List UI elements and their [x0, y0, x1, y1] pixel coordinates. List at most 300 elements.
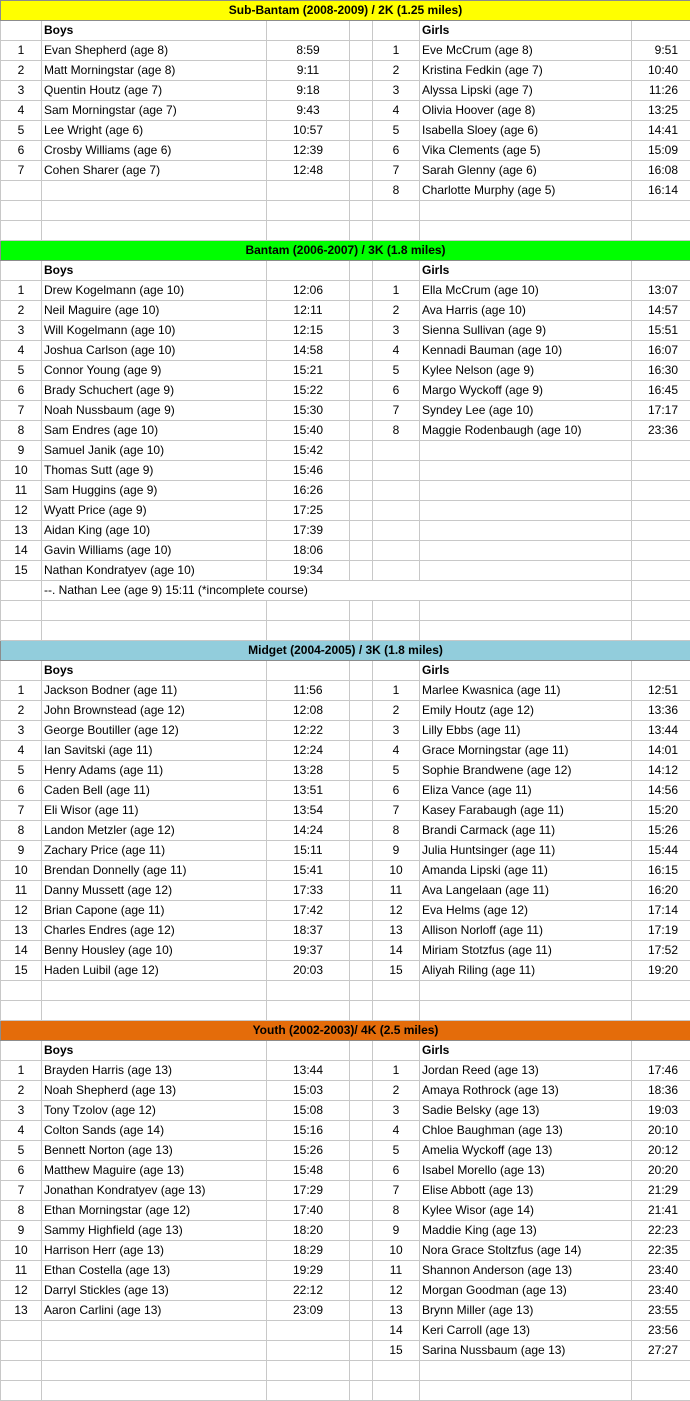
empty-cell [267, 1321, 350, 1341]
empty-cell [420, 981, 632, 1001]
boy-name: Drew Kogelmann (age 10) [42, 281, 267, 301]
boy-time: 15:08 [267, 1101, 350, 1121]
division-header-row [1, 1021, 690, 1041]
girl-place: 10 [373, 861, 420, 881]
empty-cell [1, 1001, 42, 1021]
table-row [1, 161, 690, 181]
boy-time: 9:18 [267, 81, 350, 101]
column-label-row [1, 21, 690, 41]
girl-time: 11:26 [632, 81, 690, 101]
table-row [1, 461, 690, 481]
spacer-cell [350, 101, 373, 121]
boy-place: 5 [1, 761, 42, 781]
table-row [1, 921, 690, 941]
boy-time: 15:21 [267, 361, 350, 381]
girl-name: Kristina Fedkin (age 7) [420, 61, 632, 81]
empty-cell [42, 981, 267, 1001]
boy-place: 10 [1, 861, 42, 881]
girl-name: Alyssa Lipski (age 7) [420, 81, 632, 101]
girl-time: 17:19 [632, 921, 690, 941]
boy-name: Quentin Houtz (age 7) [42, 81, 267, 101]
boy-place: 13 [1, 1301, 42, 1321]
boy-time: 15:30 [267, 401, 350, 421]
boy-time: 12:48 [267, 161, 350, 181]
spacer-cell [350, 321, 373, 341]
girl-place: 3 [373, 321, 420, 341]
spacer-cell [350, 1081, 373, 1101]
girl-place: 8 [373, 821, 420, 841]
empty-cell [1, 1381, 42, 1401]
empty-cell [350, 221, 373, 241]
blank-row [1, 981, 690, 1001]
empty-cell [42, 1361, 267, 1381]
spacer-cell [350, 1261, 373, 1281]
empty-cell [1, 201, 42, 221]
boy-time: 18:37 [267, 921, 350, 941]
girl-name: Keri Carroll (age 13) [420, 1321, 632, 1341]
boy-time: 17:33 [267, 881, 350, 901]
table-row [1, 1061, 690, 1081]
spacer-cell [350, 501, 373, 521]
girl-time: 17:17 [632, 401, 690, 421]
empty-cell [420, 461, 632, 481]
girl-place: 12 [373, 1281, 420, 1301]
boy-place: 4 [1, 101, 42, 121]
table-row [1, 1221, 690, 1241]
table-row [1, 901, 690, 921]
boy-place: 2 [1, 301, 42, 321]
empty-cell [267, 21, 350, 41]
girl-place: 8 [373, 1201, 420, 1221]
boy-place: 4 [1, 741, 42, 761]
empty-cell [373, 461, 420, 481]
boy-place: 13 [1, 521, 42, 541]
boy-place: 15 [1, 961, 42, 981]
boy-place: 8 [1, 821, 42, 841]
girl-time: 22:35 [632, 1241, 690, 1261]
empty-cell [42, 181, 267, 201]
empty-cell [350, 1381, 373, 1401]
boy-place: 7 [1, 161, 42, 181]
girl-place: 14 [373, 941, 420, 961]
boy-name: Noah Nussbaum (age 9) [42, 401, 267, 421]
girl-time: 13:44 [632, 721, 690, 741]
boy-name: Sammy Highfield (age 13) [42, 1221, 267, 1241]
girl-name: Amanda Lipski (age 11) [420, 861, 632, 881]
empty-cell [42, 1381, 267, 1401]
empty-cell [420, 1381, 632, 1401]
boy-name: Cohen Sharer (age 7) [42, 161, 267, 181]
empty-cell [632, 561, 690, 581]
empty-cell [267, 201, 350, 221]
boy-place: 2 [1, 61, 42, 81]
table-row [1, 541, 690, 561]
boy-name: John Brownstead (age 12) [42, 701, 267, 721]
boy-place: 12 [1, 1281, 42, 1301]
boy-time: 18:20 [267, 1221, 350, 1241]
empty-cell [632, 21, 690, 41]
boy-place: 10 [1, 461, 42, 481]
boy-time: 15:40 [267, 421, 350, 441]
empty-cell [267, 181, 350, 201]
table-row [1, 421, 690, 441]
spacer-cell [350, 781, 373, 801]
girl-name: Kennadi Bauman (age 10) [420, 341, 632, 361]
girl-name: Sarah Glenny (age 6) [420, 161, 632, 181]
empty-cell [1, 221, 42, 241]
boy-place: 1 [1, 41, 42, 61]
girl-time: 27:27 [632, 1341, 690, 1361]
spacer-cell [350, 1201, 373, 1221]
girl-name: Nora Grace Stoltzfus (age 14) [420, 1241, 632, 1261]
incomplete-note: --. Nathan Lee (age 9) 15:11 (*incomplete course) [42, 581, 632, 601]
spacer-cell [350, 1341, 373, 1361]
boys-label: Boys [42, 661, 267, 681]
girl-place: 9 [373, 841, 420, 861]
boy-place: 10 [1, 1241, 42, 1261]
empty-cell [350, 201, 373, 221]
boy-name: Samuel Janik (age 10) [42, 441, 267, 461]
boys-label: Boys [42, 1041, 267, 1061]
spacer-cell [350, 461, 373, 481]
empty-cell [1, 1041, 42, 1061]
boy-place: 1 [1, 681, 42, 701]
spacer-cell [350, 1281, 373, 1301]
empty-cell [373, 1001, 420, 1021]
spacer-cell [350, 961, 373, 981]
boy-name: Sam Morningstar (age 7) [42, 101, 267, 121]
table-row [1, 341, 690, 361]
boy-name: Ian Savitski (age 11) [42, 741, 267, 761]
empty-cell [267, 1341, 350, 1361]
table-row [1, 1261, 690, 1281]
girl-name: Miriam Stotzfus (age 11) [420, 941, 632, 961]
empty-cell [632, 581, 690, 601]
girl-name: Isabella Sloey (age 6) [420, 121, 632, 141]
empty-cell [350, 661, 373, 681]
boy-place: 6 [1, 381, 42, 401]
girl-name: Lilly Ebbs (age 11) [420, 721, 632, 741]
boy-name: Noah Shepherd (age 13) [42, 1081, 267, 1101]
empty-cell [632, 1361, 690, 1381]
girl-place: 2 [373, 701, 420, 721]
girl-time: 23:40 [632, 1261, 690, 1281]
empty-cell [373, 261, 420, 281]
boy-place: 11 [1, 1261, 42, 1281]
table-row [1, 481, 690, 501]
spacer-cell [350, 561, 373, 581]
boy-place: 3 [1, 81, 42, 101]
boy-place: 12 [1, 901, 42, 921]
boy-name: Benny Housley (age 10) [42, 941, 267, 961]
table-row [1, 41, 690, 61]
girl-time: 15:20 [632, 801, 690, 821]
division-title: Sub-Bantam (2008-2009) / 2K (1.25 miles) [1, 1, 690, 21]
empty-cell [1, 621, 42, 641]
girl-place: 3 [373, 1101, 420, 1121]
boy-place: 12 [1, 501, 42, 521]
empty-cell [632, 221, 690, 241]
spacer-cell [350, 881, 373, 901]
boy-name: Jonathan Kondratyev (age 13) [42, 1181, 267, 1201]
boy-place: 15 [1, 561, 42, 581]
girl-time: 13:25 [632, 101, 690, 121]
table-row [1, 501, 690, 521]
table-row [1, 761, 690, 781]
girl-name: Emily Houtz (age 12) [420, 701, 632, 721]
spacer-cell [350, 701, 373, 721]
girl-name: Ella McCrum (age 10) [420, 281, 632, 301]
boy-name: Haden Luibil (age 12) [42, 961, 267, 981]
boy-name: Tony Tzolov (age 12) [42, 1101, 267, 1121]
girl-time: 16:15 [632, 861, 690, 881]
boy-time: 13:28 [267, 761, 350, 781]
boy-place: 13 [1, 921, 42, 941]
empty-cell [420, 501, 632, 521]
spacer-cell [350, 741, 373, 761]
girl-name: Syndey Lee (age 10) [420, 401, 632, 421]
boy-time: 8:59 [267, 41, 350, 61]
spacer-cell [350, 1221, 373, 1241]
empty-cell [420, 441, 632, 461]
empty-cell [632, 501, 690, 521]
blank-row [1, 201, 690, 221]
girl-name: Sienna Sullivan (age 9) [420, 321, 632, 341]
empty-cell [373, 501, 420, 521]
empty-cell [350, 21, 373, 41]
empty-cell [373, 441, 420, 461]
spacer-cell [350, 341, 373, 361]
girl-place: 5 [373, 1141, 420, 1161]
empty-cell [373, 21, 420, 41]
boy-name: Lee Wright (age 6) [42, 121, 267, 141]
boy-name: Harrison Herr (age 13) [42, 1241, 267, 1261]
empty-cell [1, 261, 42, 281]
boy-place: 5 [1, 1141, 42, 1161]
empty-cell [1, 1361, 42, 1381]
boy-name: Eli Wisor (age 11) [42, 801, 267, 821]
girl-time: 21:29 [632, 1181, 690, 1201]
boy-place: 9 [1, 441, 42, 461]
boy-place: 4 [1, 1121, 42, 1141]
girl-place: 2 [373, 1081, 420, 1101]
empty-cell [373, 541, 420, 561]
boy-time: 10:57 [267, 121, 350, 141]
spacer-cell [350, 1141, 373, 1161]
boy-time: 17:42 [267, 901, 350, 921]
girl-place: 3 [373, 81, 420, 101]
boy-time: 9:43 [267, 101, 350, 121]
empty-cell [350, 601, 373, 621]
girl-name: Eva Helms (age 12) [420, 901, 632, 921]
division-header-row [1, 1, 690, 21]
empty-cell [373, 621, 420, 641]
empty-cell [42, 221, 267, 241]
spacer-cell [350, 861, 373, 881]
table-row [1, 1181, 690, 1201]
girl-place: 8 [373, 181, 420, 201]
spacer-cell [350, 421, 373, 441]
boy-name: Landon Metzler (age 12) [42, 821, 267, 841]
column-label-row [1, 261, 690, 281]
girl-place: 1 [373, 1061, 420, 1081]
boy-name: Bennett Norton (age 13) [42, 1141, 267, 1161]
table-row [1, 381, 690, 401]
girl-time: 19:20 [632, 961, 690, 981]
boy-time: 13:44 [267, 1061, 350, 1081]
boy-name: Matt Morningstar (age 8) [42, 61, 267, 81]
empty-cell [267, 221, 350, 241]
girl-time: 20:12 [632, 1141, 690, 1161]
empty-cell [420, 1001, 632, 1021]
empty-cell [267, 1361, 350, 1381]
girl-place: 15 [373, 961, 420, 981]
girl-place: 2 [373, 61, 420, 81]
boy-time: 14:24 [267, 821, 350, 841]
column-label-row [1, 661, 690, 681]
boy-name: Zachary Price (age 11) [42, 841, 267, 861]
boy-time: 23:09 [267, 1301, 350, 1321]
table-row [1, 561, 690, 581]
boy-name: Henry Adams (age 11) [42, 761, 267, 781]
table-row [1, 781, 690, 801]
boy-name: Ethan Morningstar (age 12) [42, 1201, 267, 1221]
spacer-cell [350, 181, 373, 201]
girl-name: Eliza Vance (age 11) [420, 781, 632, 801]
girl-name: Kylee Nelson (age 9) [420, 361, 632, 381]
empty-cell [350, 1001, 373, 1021]
girl-time: 22:23 [632, 1221, 690, 1241]
empty-cell [632, 1381, 690, 1401]
spacer-cell [350, 281, 373, 301]
empty-cell [632, 521, 690, 541]
empty-cell [420, 521, 632, 541]
boy-name: George Boutiller (age 12) [42, 721, 267, 741]
girl-place: 7 [373, 801, 420, 821]
empty-cell [373, 1361, 420, 1381]
empty-cell [1, 21, 42, 41]
girl-name: Sarina Nussbaum (age 13) [420, 1341, 632, 1361]
girl-place: 4 [373, 341, 420, 361]
girl-name: Kylee Wisor (age 14) [420, 1201, 632, 1221]
girl-place: 12 [373, 901, 420, 921]
girl-place: 1 [373, 681, 420, 701]
girl-name: Brynn Miller (age 13) [420, 1301, 632, 1321]
girl-time: 21:41 [632, 1201, 690, 1221]
boy-place: 14 [1, 541, 42, 561]
empty-cell [420, 201, 632, 221]
girl-time: 20:10 [632, 1121, 690, 1141]
girl-name: Julia Huntsinger (age 11) [420, 841, 632, 861]
girl-time: 12:51 [632, 681, 690, 701]
table-row [1, 1281, 690, 1301]
boy-time: 15:22 [267, 381, 350, 401]
boy-place: 2 [1, 701, 42, 721]
table-row [1, 1241, 690, 1261]
girl-name: Amaya Rothrock (age 13) [420, 1081, 632, 1101]
column-label-row [1, 1041, 690, 1061]
boy-time: 19:34 [267, 561, 350, 581]
girl-name: Margo Wyckoff (age 9) [420, 381, 632, 401]
boy-time: 9:11 [267, 61, 350, 81]
spacer-cell [350, 1061, 373, 1081]
blank-row [1, 1381, 690, 1401]
blank-row [1, 621, 690, 641]
girl-time: 17:52 [632, 941, 690, 961]
girl-time: 23:36 [632, 421, 690, 441]
table-row [1, 181, 690, 201]
table-row [1, 61, 690, 81]
spacer-cell [350, 481, 373, 501]
empty-cell [632, 541, 690, 561]
girl-place: 9 [373, 1221, 420, 1241]
empty-cell [373, 601, 420, 621]
spacer-cell [350, 441, 373, 461]
empty-cell [42, 1001, 267, 1021]
girl-place: 7 [373, 1181, 420, 1201]
boy-place: 1 [1, 281, 42, 301]
boy-name: Thomas Sutt (age 9) [42, 461, 267, 481]
girl-place: 11 [373, 881, 420, 901]
boy-name: Brendan Donnelly (age 11) [42, 861, 267, 881]
boy-place: 8 [1, 1201, 42, 1221]
girl-time: 16:45 [632, 381, 690, 401]
empty-cell [42, 621, 267, 641]
girl-name: Sadie Belsky (age 13) [420, 1101, 632, 1121]
boy-name: Crosby Williams (age 6) [42, 141, 267, 161]
boy-time: 18:29 [267, 1241, 350, 1261]
boy-name: Darryl Stickles (age 13) [42, 1281, 267, 1301]
empty-cell [42, 601, 267, 621]
girl-name: Shannon Anderson (age 13) [420, 1261, 632, 1281]
girls-label: Girls [420, 261, 632, 281]
boy-time: 15:11 [267, 841, 350, 861]
table-row [1, 281, 690, 301]
girl-place: 8 [373, 421, 420, 441]
empty-cell [267, 1001, 350, 1021]
empty-cell [42, 1321, 267, 1341]
table-row [1, 1161, 690, 1181]
boy-name: Gavin Williams (age 10) [42, 541, 267, 561]
note-row [1, 581, 690, 601]
spacer-cell [350, 541, 373, 561]
table-row [1, 301, 690, 321]
girl-time: 20:20 [632, 1161, 690, 1181]
girl-time: 14:57 [632, 301, 690, 321]
girl-place: 6 [373, 781, 420, 801]
empty-cell [350, 1361, 373, 1381]
table-row [1, 961, 690, 981]
table-row [1, 1201, 690, 1221]
spacer-cell [350, 61, 373, 81]
girl-name: Morgan Goodman (age 13) [420, 1281, 632, 1301]
girl-place: 14 [373, 1321, 420, 1341]
girl-time: 16:14 [632, 181, 690, 201]
girl-time: 16:08 [632, 161, 690, 181]
girl-place: 5 [373, 121, 420, 141]
boy-time: 16:26 [267, 481, 350, 501]
boy-name: Neil Maguire (age 10) [42, 301, 267, 321]
spacer-cell [350, 681, 373, 701]
boy-name: Jackson Bodner (age 11) [42, 681, 267, 701]
table-row [1, 1321, 690, 1341]
girl-name: Charlotte Murphy (age 5) [420, 181, 632, 201]
boy-name: Wyatt Price (age 9) [42, 501, 267, 521]
girls-label: Girls [420, 1041, 632, 1061]
empty-cell [420, 541, 632, 561]
boy-place: 7 [1, 801, 42, 821]
girl-place: 15 [373, 1341, 420, 1361]
